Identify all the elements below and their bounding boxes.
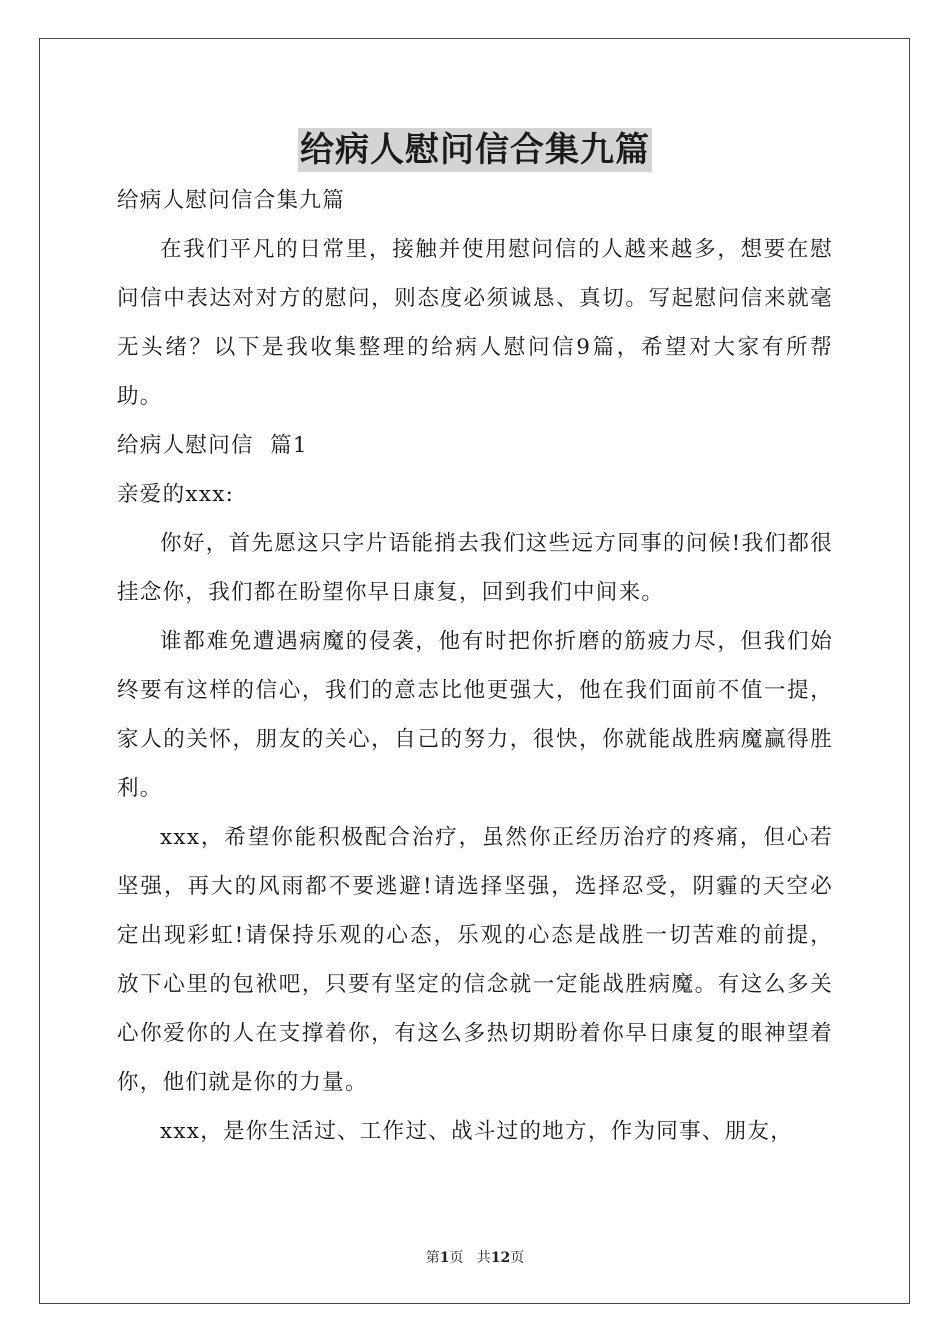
page-footer: [0, 1247, 950, 1267]
section-heading: 给病人慰问信 篇1: [117, 433, 308, 458]
paragraph: 在我们平凡的日常里，接触并使用慰问信的人越来越多，想要在慰问信中表达对对方的慰问，则态度必须诚恳、真切。写起慰问信来就毫无头绪？以下是我收集整理的给病人慰问信9篇，希望对大家有所帮助。: [117, 237, 833, 409]
paragraph: xxx，希望你能积极配合治疗，虽然你正经历治疗的疼痛，但心若坚强，再大的风雨都不要逃避!请选择坚强，选择忍受，阴霾的天空必定出现彩虹!请保持乐观的心态，乐观的心态是战胜一切苦难的前提，放下心里的包袱吧，只要有坚定的信念就一定能战胜病魔。有这么多关心你爱你的人在支撑着你，有这么多热切期盼着你早日康复的眼神望着你，他们就是你的力量。: [117, 825, 833, 1095]
document-body: [117, 176, 833, 1156]
title-wrap: [0, 128, 950, 172]
paragraph: 你好，首先愿这只字片语能捎去我们这些远方同事的问候!我们都很挂念你，我们都在盼望你早日康复，回到我们中间来。: [117, 531, 833, 605]
footer-page-number: 1: [439, 1250, 450, 1266]
paragraph: 给病人慰问信合集九篇: [117, 188, 346, 213]
footer-total-pages: 12: [490, 1250, 511, 1266]
paragraph: 谁都难免遭遇病魔的侵袭，他有时把你折磨的筋疲力尽，但我们始终要有这样的信心，我们的意志比他更强大，他在我们面前不值一提，家人的关怀，朋友的关心，自己的努力，很快，你就能战胜病魔赢得胜利。: [117, 629, 833, 801]
paragraph: xxx，是你生活过、工作过、战斗过的地方，作为同事、朋友，: [160, 1119, 794, 1144]
footer-middle: 页 共: [449, 1250, 491, 1266]
salutation: 亲爱的xxx:: [117, 482, 235, 507]
footer-suffix: 页: [510, 1250, 525, 1266]
footer-prefix: 第: [425, 1250, 440, 1266]
document-title: 给病人慰问信合集九篇: [300, 130, 650, 170]
